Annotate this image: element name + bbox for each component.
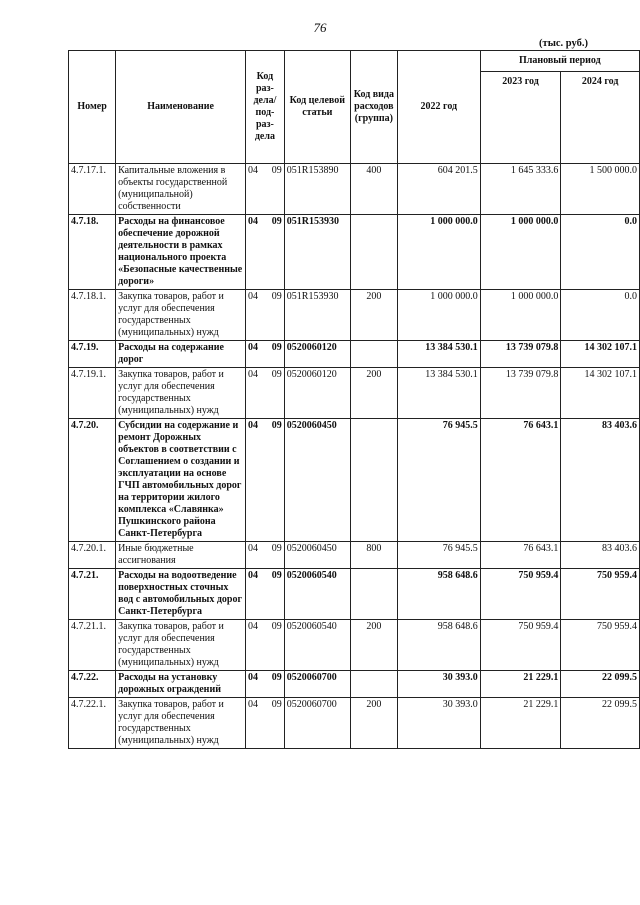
row-value-2024: 14 302 107.1 [561, 368, 640, 419]
row-value-2023: 750 959.4 [480, 569, 561, 620]
row-value-2024: 83 403.6 [561, 419, 640, 542]
row-value-2023: 13 739 079.8 [480, 341, 561, 368]
row-value-2024: 750 959.4 [561, 569, 640, 620]
header-planning-period: Плановый период [480, 51, 639, 72]
row-target-code: 0520060120 [284, 368, 350, 419]
table-row [69, 341, 640, 368]
table-row [69, 620, 640, 671]
table-row [69, 164, 640, 215]
row-target-code: 051R153890 [284, 164, 350, 215]
row-name: Расходы на водоотведение поверхностных сточных вод с автомобильных дорог Санкт-Петербурга [116, 569, 246, 620]
row-expense-code [350, 419, 397, 542]
row-value-2024: 1 500 000.0 [561, 164, 640, 215]
row-section: 04 [246, 671, 267, 698]
header-number: Номер [69, 51, 116, 164]
row-subsection: 09 [266, 341, 284, 368]
row-target-code: 0520060700 [284, 671, 350, 698]
row-value-2022: 13 384 530.1 [397, 368, 480, 419]
row-value-2022: 958 648.6 [397, 620, 480, 671]
row-value-2023: 1 000 000.0 [480, 290, 561, 341]
row-value-2022: 958 648.6 [397, 569, 480, 620]
row-section: 04 [246, 290, 267, 341]
row-subsection: 09 [266, 569, 284, 620]
row-expense-code: 800 [350, 542, 397, 569]
row-value-2022: 30 393.0 [397, 698, 480, 749]
header-2022: 2022 год [397, 51, 480, 164]
row-number: 4.7.21. [69, 569, 116, 620]
row-subsection: 09 [266, 164, 284, 215]
row-subsection: 09 [266, 215, 284, 290]
row-name: Закупка товаров, работ и услуг для обеспечения государственных (муниципальных) нужд [116, 368, 246, 419]
row-expense-code [350, 671, 397, 698]
row-section: 04 [246, 569, 267, 620]
row-subsection: 09 [266, 620, 284, 671]
row-section: 04 [246, 542, 267, 569]
row-target-code: 0520060700 [284, 698, 350, 749]
row-section: 04 [246, 419, 267, 542]
table-row [69, 215, 640, 290]
table-row [69, 290, 640, 341]
table-row [69, 671, 640, 698]
table-row [69, 419, 640, 542]
row-expense-code: 200 [350, 698, 397, 749]
row-value-2023: 76 643.1 [480, 419, 561, 542]
units-label: (тыс. руб.) [539, 38, 588, 49]
table-row [69, 698, 640, 749]
row-target-code: 0520060450 [284, 542, 350, 569]
row-name: Закупка товаров, работ и услуг для обеспечения государственных (муниципальных) нужд [116, 620, 246, 671]
row-name: Закупка товаров, работ и услуг для обеспечения государственных (муниципальных) нужд [116, 698, 246, 749]
row-value-2024: 22 099.5 [561, 671, 640, 698]
row-subsection: 09 [266, 290, 284, 341]
row-value-2024: 14 302 107.1 [561, 341, 640, 368]
table-row [69, 542, 640, 569]
row-value-2023: 21 229.1 [480, 671, 561, 698]
header-expense-code: Код вида расходов (группа) [350, 51, 397, 164]
header-2024: 2024 год [561, 72, 640, 164]
row-value-2022: 604 201.5 [397, 164, 480, 215]
row-expense-code [350, 341, 397, 368]
row-name: Капитальные вложения в объекты государственной (муниципальной) собственности [116, 164, 246, 215]
row-value-2024: 83 403.6 [561, 542, 640, 569]
row-subsection: 09 [266, 419, 284, 542]
row-number: 4.7.20. [69, 419, 116, 542]
row-value-2023: 1 645 333.6 [480, 164, 561, 215]
row-expense-code [350, 569, 397, 620]
row-name: Субсидии на содержание и ремонт Дорожных объектов в соответствии с Соглашением о создании и эксплуатации на основе ГЧП автомобильных дорог на территории жилого комплекса «Славянка» Пушкинского района Санкт-Петербурга [116, 419, 246, 542]
row-value-2024: 750 959.4 [561, 620, 640, 671]
row-section: 04 [246, 620, 267, 671]
row-section: 04 [246, 341, 267, 368]
row-number: 4.7.22.1. [69, 698, 116, 749]
row-number: 4.7.20.1. [69, 542, 116, 569]
row-target-code: 051R153930 [284, 290, 350, 341]
row-target-code: 0520060540 [284, 620, 350, 671]
row-value-2023: 21 229.1 [480, 698, 561, 749]
row-target-code: 0520060540 [284, 569, 350, 620]
row-subsection: 09 [266, 542, 284, 569]
row-number: 4.7.22. [69, 671, 116, 698]
row-expense-code: 200 [350, 368, 397, 419]
table-row [69, 368, 640, 419]
row-value-2022: 1 000 000.0 [397, 290, 480, 341]
row-number: 4.7.17.1. [69, 164, 116, 215]
row-subsection: 09 [266, 671, 284, 698]
row-subsection: 09 [266, 698, 284, 749]
row-name: Расходы на содержание дорог [116, 341, 246, 368]
row-value-2022: 76 945.5 [397, 419, 480, 542]
row-value-2023: 76 643.1 [480, 542, 561, 569]
row-value-2022: 76 945.5 [397, 542, 480, 569]
row-expense-code: 200 [350, 290, 397, 341]
row-value-2024: 0.0 [561, 215, 640, 290]
row-value-2022: 30 393.0 [397, 671, 480, 698]
row-expense-code: 200 [350, 620, 397, 671]
row-expense-code: 400 [350, 164, 397, 215]
header-2023: 2023 год [480, 72, 561, 164]
row-value-2022: 13 384 530.1 [397, 341, 480, 368]
row-name: Закупка товаров, работ и услуг для обеспечения государственных (муниципальных) нужд [116, 290, 246, 341]
row-name: Иные бюджетные ассигнования [116, 542, 246, 569]
row-number: 4.7.21.1. [69, 620, 116, 671]
row-number: 4.7.19.1. [69, 368, 116, 419]
row-value-2023: 750 959.4 [480, 620, 561, 671]
row-number: 4.7.19. [69, 341, 116, 368]
page-number: 76 [313, 20, 327, 35]
header-section-code: Код раз-дела/ под-раз-дела [246, 51, 285, 164]
header-target-code: Код целевой статьи [284, 51, 350, 164]
row-value-2024: 22 099.5 [561, 698, 640, 749]
row-expense-code [350, 215, 397, 290]
row-section: 04 [246, 698, 267, 749]
row-value-2024: 0.0 [561, 290, 640, 341]
header-name: Наименование [116, 51, 246, 164]
row-section: 04 [246, 368, 267, 419]
budget-table [68, 50, 640, 749]
row-name: Расходы на финансовое обеспечение дорожной деятельности в рамках национального проекта «Безопасные качественные дороги» [116, 215, 246, 290]
row-value-2023: 13 739 079.8 [480, 368, 561, 419]
row-target-code: 0520060120 [284, 341, 350, 368]
row-subsection: 09 [266, 368, 284, 419]
table-row [69, 569, 640, 620]
row-section: 04 [246, 215, 267, 290]
row-number: 4.7.18. [69, 215, 116, 290]
row-target-code: 051R153930 [284, 215, 350, 290]
row-name: Расходы на установку дорожных ограждений [116, 671, 246, 698]
row-value-2022: 1 000 000.0 [397, 215, 480, 290]
row-number: 4.7.18.1. [69, 290, 116, 341]
row-target-code: 0520060450 [284, 419, 350, 542]
row-section: 04 [246, 164, 267, 215]
row-value-2023: 1 000 000.0 [480, 215, 561, 290]
